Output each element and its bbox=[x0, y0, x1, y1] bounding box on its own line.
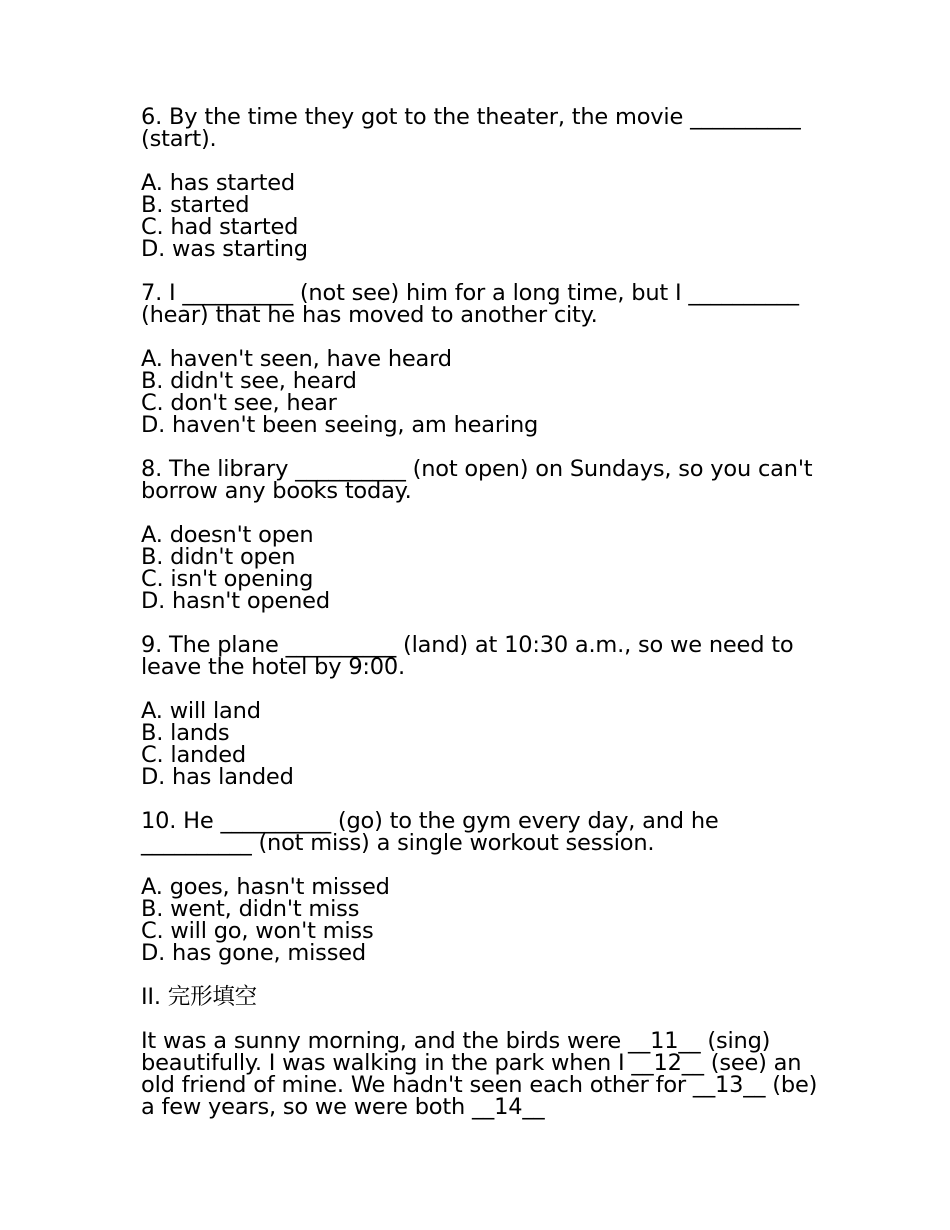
question-9 bbox=[141, 634, 821, 678]
options-6 bbox=[141, 172, 821, 260]
option-d: D. was starting bbox=[141, 236, 308, 262]
option-d: D. hasn't opened bbox=[141, 588, 330, 614]
option-c: C. isn't opening bbox=[141, 566, 314, 592]
option-c: C. landed bbox=[141, 742, 246, 768]
option-a: A. doesn't open bbox=[141, 522, 314, 548]
option-a: A. will land bbox=[141, 698, 261, 724]
option-c: C. will go, won't miss bbox=[141, 918, 374, 944]
option-d: D. haven't been seeing, am hearing bbox=[141, 412, 539, 438]
options-10 bbox=[141, 876, 821, 964]
question-7 bbox=[141, 282, 821, 326]
option-c: C. had started bbox=[141, 214, 299, 240]
option-a: A. haven't seen, have heard bbox=[141, 346, 452, 372]
section-title: II. 完形填空 bbox=[141, 984, 257, 1010]
question-stem: 7. I __________ (not see) him for a long time, but I __________ (hear) that he has moved to another city. bbox=[141, 280, 799, 328]
option-b: B. lands bbox=[141, 720, 230, 746]
option-d: D. has landed bbox=[141, 764, 294, 790]
option-a: A. goes, hasn't missed bbox=[141, 874, 390, 900]
question-8 bbox=[141, 458, 821, 502]
option-b: B. didn't see, heard bbox=[141, 368, 357, 394]
option-b: B. started bbox=[141, 192, 250, 218]
question-6 bbox=[141, 106, 821, 150]
worksheet-page bbox=[141, 106, 821, 1118]
options-9 bbox=[141, 700, 821, 788]
option-b: B. didn't open bbox=[141, 544, 296, 570]
option-d: D. has gone, missed bbox=[141, 940, 366, 966]
option-a: A. has started bbox=[141, 170, 295, 196]
question-10 bbox=[141, 810, 821, 854]
question-stem: 6. By the time they got to the theater, the movie __________ (start). bbox=[141, 104, 801, 152]
question-stem: 8. The library __________ (not open) on Sundays, so you can't borrow any books today. bbox=[141, 456, 813, 504]
option-b: B. went, didn't miss bbox=[141, 896, 360, 922]
options-7 bbox=[141, 348, 821, 436]
option-c: C. don't see, hear bbox=[141, 390, 337, 416]
question-stem: 9. The plane __________ (land) at 10:30 a.m., so we need to leave the hotel by 9:00. bbox=[141, 632, 794, 680]
question-stem: 10. He __________ (go) to the gym every day, and he __________ (not miss) a single workout session. bbox=[141, 808, 719, 856]
options-8 bbox=[141, 524, 821, 612]
cloze-passage: It was a sunny morning, and the birds were __11__ (sing) beautifully. I was walking in the park when I __12__ (see) an old friend of mine. We hadn't seen each other for __13__ (be) a few years, so we were both __14__ bbox=[141, 1028, 818, 1120]
